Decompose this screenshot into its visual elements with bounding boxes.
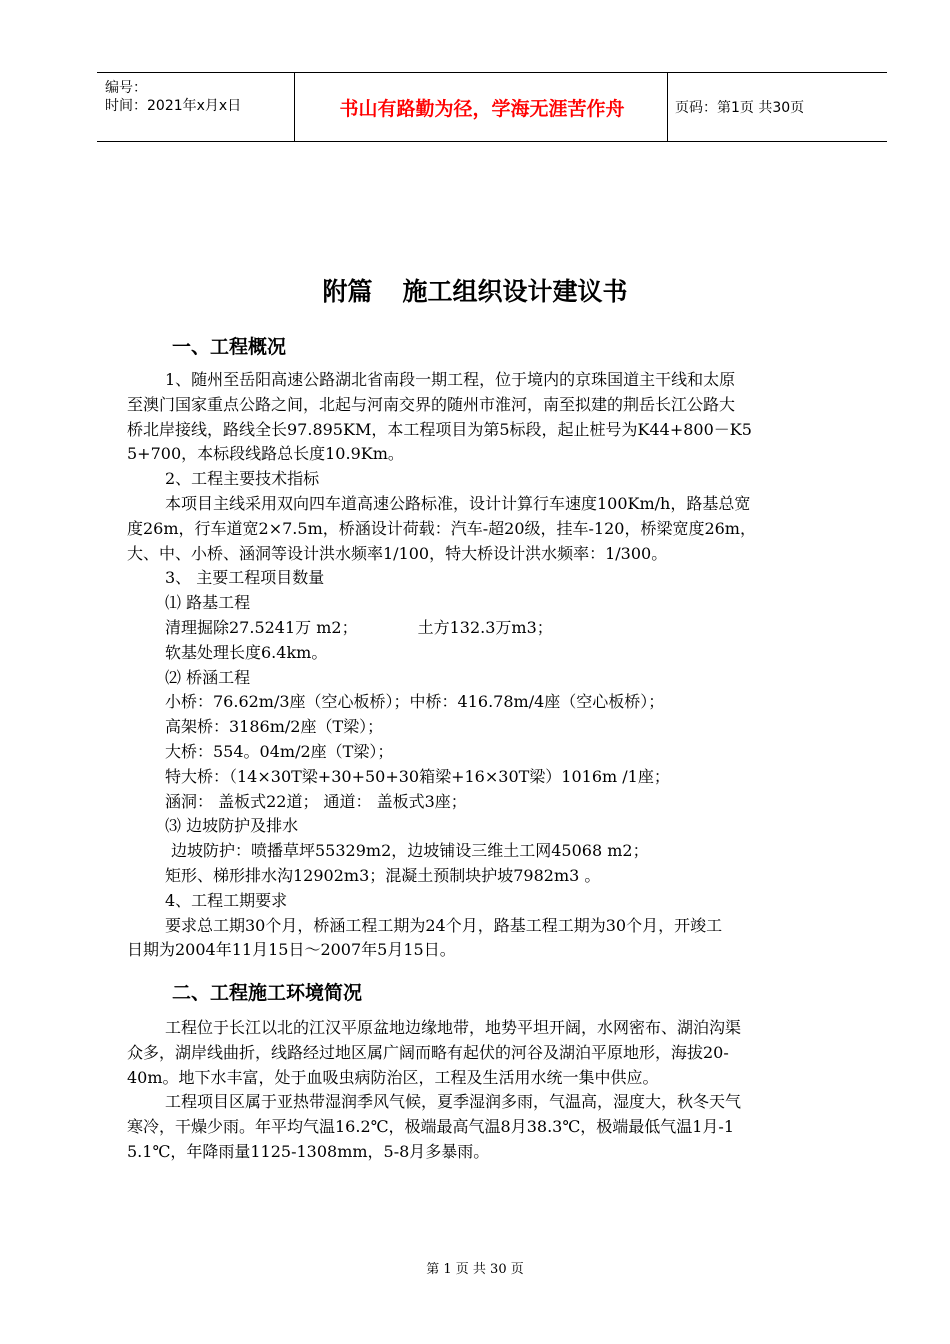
text-line: 至澳门国家重点公路之间，北起与河南交界的随州市淮河，南至拟建的荆岳长江公路大: [127, 394, 736, 414]
text-span: 土方132.3万m3；: [417, 617, 553, 637]
text-line: 2、工程主要技术指标: [165, 469, 320, 489]
text-span: 清理掘除27.5241万 m2；: [165, 617, 358, 637]
header-divider: [294, 73, 295, 141]
text-line: 众多，湖岸线曲折，线路经过地区属广阔而略有起伏的河谷及湖泊平原地形，海拔20-: [127, 1042, 729, 1062]
text-line: 特大桥：（14×30T梁+30+50+30箱梁+16×30T梁）1016m /1座；: [165, 766, 670, 786]
header-page-label: 页码：第1页 共30页: [675, 100, 805, 116]
text-line: 边坡防护：喷播草坪55329m2，边坡铺设三维土工网45068 m2；: [171, 841, 649, 861]
text-line: 日期为2004年11月15日～2007年5月15日。: [127, 940, 456, 960]
text-line: 度26m，行车道宽2×7.5m，桥涵设计荷载：汽车-超20级，挂车-120，桥梁宽度26m，: [127, 518, 756, 538]
header-meta: [105, 79, 295, 115]
text-line: 工程项目区属于亚热带湿润季风气候，夏季湿润多雨，气温高，湿度大，秋冬天气: [165, 1092, 742, 1112]
text-line: 桥北岸接线，路线全长97.895KM，本工程项目为第5标段，起止桩号为K44+800－K5: [127, 419, 752, 439]
header-motto: 书山有路勤为径，学海无涯苦作舟: [339, 97, 625, 120]
text-line: ⑵ 桥涵工程: [165, 667, 251, 687]
number-label: 编号：: [105, 80, 147, 96]
section2-body: [127, 1016, 855, 1165]
text-line: 1、随州至岳阳高速公路湖北省南段一期工程，位于境内的京珠国道主干线和太原: [165, 370, 736, 389]
text-line: 5.1℃，年降雨量1125-1308mm，5-8月多暴雨。: [127, 1141, 490, 1161]
text-line: 寒冷，干燥少雨。年平均气温16.2℃，极端最高气温8月38.3℃，极端最低气温1月-1: [127, 1117, 734, 1137]
page-footer: 第 1 页 共 30 页: [426, 1262, 524, 1277]
time-label: 时间：2021年x月x日: [105, 98, 242, 114]
text-line: ⑴ 路基工程: [165, 593, 251, 613]
text-line: 大、中、小桥、涵洞等设计洪水频率1/100，特大桥设计洪水频率：1/300。: [127, 543, 668, 563]
text-line: 小桥：76.62m/3座（空心板桥）；中桥：416.78m/4座（空心板桥）；: [165, 692, 665, 712]
text-line: 大桥：554。04m/2座（T梁）；: [165, 741, 394, 761]
text-line: 要求总工期30个月，桥涵工程工期为24个月，路基工程工期为30个月，开竣工: [165, 915, 723, 935]
page-title: [0, 272, 950, 308]
text-line: 40m。地下水丰富，处于血吸虫病防治区，工程及生活用水统一集中供应。: [127, 1067, 659, 1087]
title-part2: 施工组织设计建议书: [402, 277, 628, 306]
page-header: [97, 72, 887, 142]
title-part1: 附篇: [322, 277, 373, 306]
text-line: 本项目主线采用双向四车道高速公路标准，设计计算行车速度100Km/h，路基总宽: [165, 493, 751, 513]
text-line: 涵洞： 盖板式22道； 通道： 盖板式3座；: [165, 791, 467, 811]
text-line: 矩形、梯形排水沟12902m3；混凝土预制块护坡7982m3 。: [165, 865, 601, 885]
text-line: 软基处理长度6.4km。: [165, 642, 328, 662]
header-divider: [667, 73, 668, 141]
text-line: 工程位于长江以北的江汉平原盆地边缘地带，地势平坦开阔，水网密布、湖泊沟渠: [165, 1018, 742, 1037]
section2-heading: 二、工程施工环境简况: [172, 982, 363, 1004]
text-line: 高架桥：3186m/2座（T梁）；: [165, 717, 384, 737]
text-line: 3、 主要工程项目数量: [165, 568, 325, 588]
text-line: 5+700，本标段线路总长度10.9Km。: [127, 444, 404, 464]
text-line: ⑶ 边坡防护及排水: [165, 816, 299, 836]
text-line: 4、工程工期要求: [165, 890, 288, 910]
text-line: [127, 616, 855, 641]
section1-heading: 一、工程概况: [172, 336, 287, 358]
section1-body: [127, 368, 855, 963]
